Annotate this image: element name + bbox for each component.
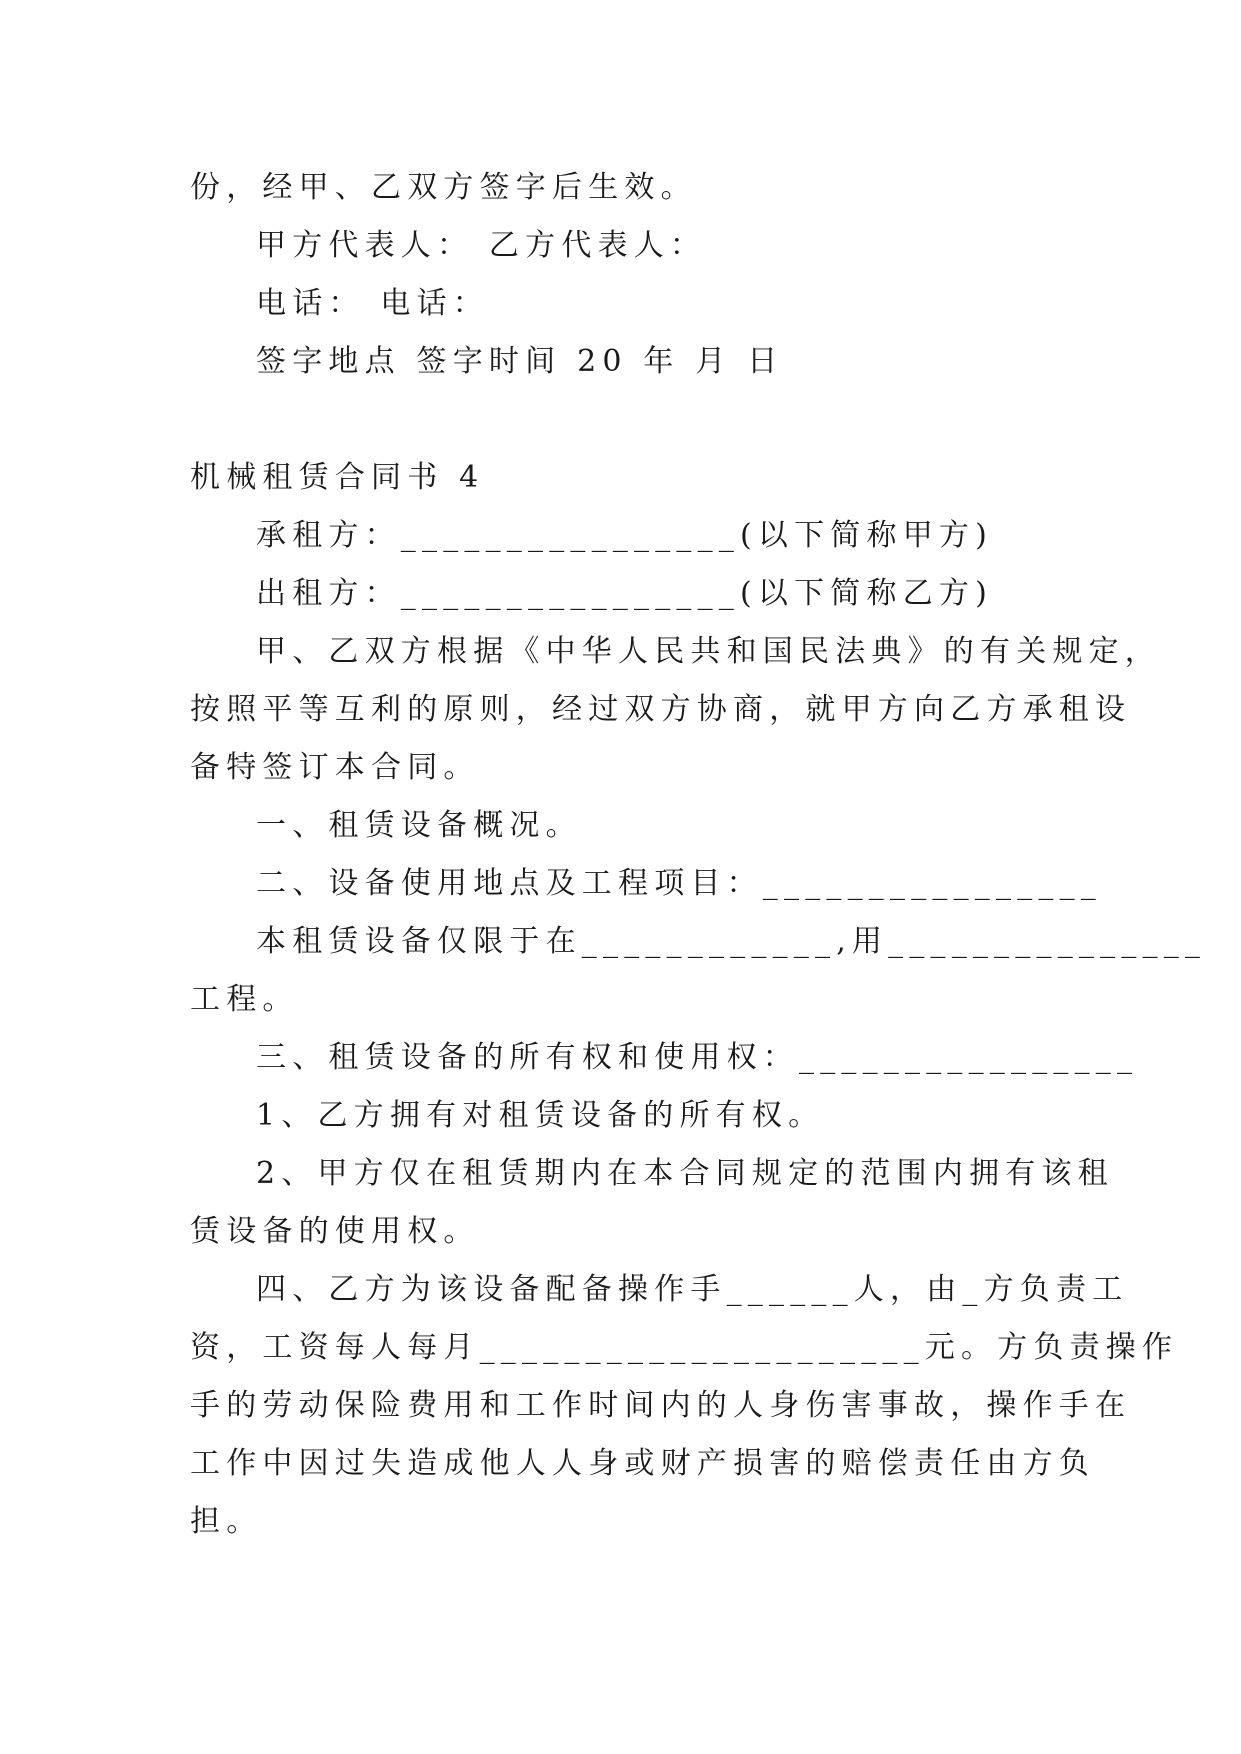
text-line: 1、乙方拥有对租赁设备的所有权。 bbox=[256, 1098, 825, 1133]
text-line: 承租方：________________(以下简称甲方) bbox=[256, 518, 994, 553]
text-line: 工程。 bbox=[190, 982, 299, 1017]
text-line: 三、租赁设备的所有权和使用权：________________ bbox=[256, 1040, 1139, 1075]
text-line: 资，工资每人每月_____________________元。方负责操作 bbox=[190, 1330, 1179, 1365]
text-line: 四、乙方为该设备配备操作手______人，由_方负责工 bbox=[256, 1272, 1129, 1307]
text-line: 份，经甲、乙双方签字后生效。 bbox=[190, 170, 697, 205]
text-line: 一、租赁设备概况。 bbox=[256, 808, 582, 843]
section-title: 机械租赁合同书 4 bbox=[190, 460, 485, 495]
text-line: 备特签订本合同。 bbox=[190, 750, 480, 785]
text-line: 本租赁设备仅限于在____________,用_______________ bbox=[256, 924, 1207, 959]
text-line: 甲、乙双方根据《中华人民共和国民法典》的有关规定， bbox=[256, 634, 1161, 669]
text-line: 赁设备的使用权。 bbox=[190, 1214, 480, 1249]
text-line: 电话： 电话： bbox=[256, 286, 489, 321]
text-line: 二、设备使用地点及工程项目：________________ bbox=[256, 866, 1102, 901]
text-line: 甲方代表人： 乙方代表人： bbox=[256, 228, 707, 263]
text-line: 出租方：________________(以下简称乙方) bbox=[256, 576, 994, 611]
text-line: 工作中因过失造成他人人身或财产损害的赔偿责任由方负 bbox=[190, 1446, 1095, 1481]
text-line: 担。 bbox=[190, 1504, 263, 1539]
text-line: 按照平等互利的原则，经过双方协商，就甲方向乙方承租设 bbox=[190, 692, 1132, 727]
text-line: 2、甲方仅在租赁期内在本合同规定的范围内拥有该租 bbox=[256, 1156, 1114, 1191]
text-line: 签字地点 签字时间 20 年 月 日 bbox=[256, 344, 784, 379]
text-line: 手的劳动保险费用和工作时间内的人身伤害事故，操作手在 bbox=[190, 1388, 1132, 1423]
